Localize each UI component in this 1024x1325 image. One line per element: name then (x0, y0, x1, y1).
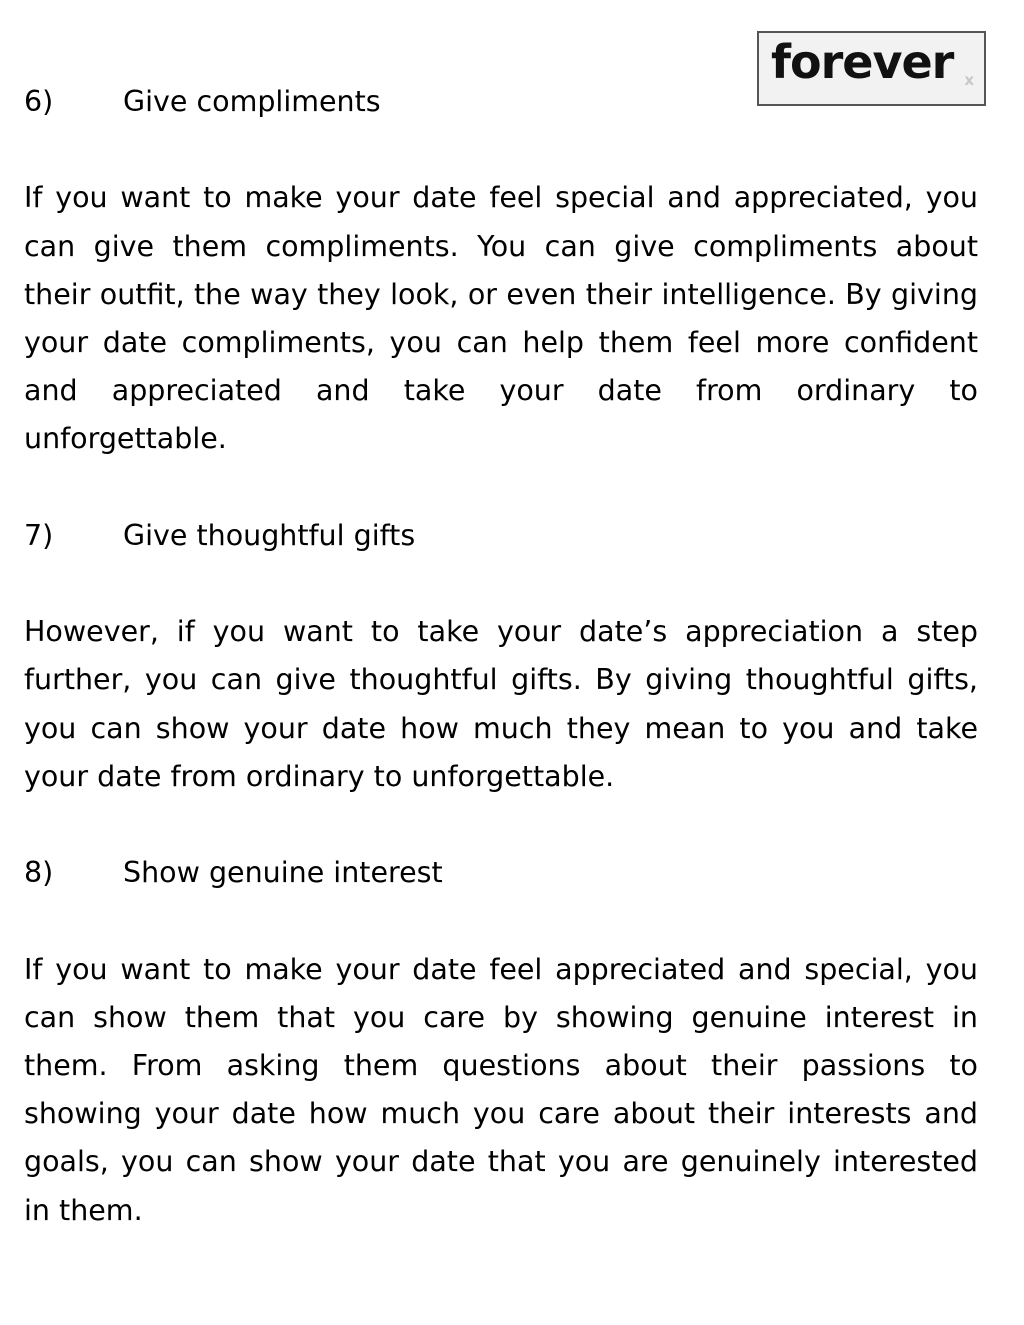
section-number: 8) (24, 856, 54, 890)
section-title: Give thoughtful gifts (123, 518, 416, 552)
section-paragraph: However, if you want to take your date’s appreciation a step further, you can give thoughtful gifts. By giving thoughtful gifts, you can show your date how much they mean to you and take your date from ordinary to unforgettable. (24, 615, 978, 793)
section-title: Show genuine interest (123, 856, 443, 890)
spacer (24, 801, 978, 849)
section-heading-6 (24, 78, 978, 126)
brand-logo-text: forever (771, 35, 954, 89)
section-paragraph: If you want to make your date feel special and appreciated, you can give them compliments. You can give compliments about their outfit, the way they look, or even their intelligence. By giving your date compliments, you can help them feel more confident and appreciated and take your date from ordinary to unforgettable. (24, 181, 978, 456)
spacer (24, 464, 978, 512)
section-heading-8 (24, 849, 978, 897)
section-paragraph: If you want to make your date feel appreciated and special, you can show them that you care by showing genuine interest in them. From asking them questions about their passions to showing your date how much you care about their interests and goals, you can show your date that you are genuinely interested in them. (24, 952, 978, 1227)
section-number: 6) (24, 85, 54, 118)
spacer (24, 897, 978, 945)
spacer (24, 126, 978, 174)
section-title: Give compliments (123, 85, 381, 118)
brand-logo-mark: x (964, 71, 974, 89)
document-body (24, 78, 978, 1235)
section-heading-7 (24, 512, 978, 560)
section-number: 7) (24, 518, 54, 552)
spacer (24, 560, 978, 608)
